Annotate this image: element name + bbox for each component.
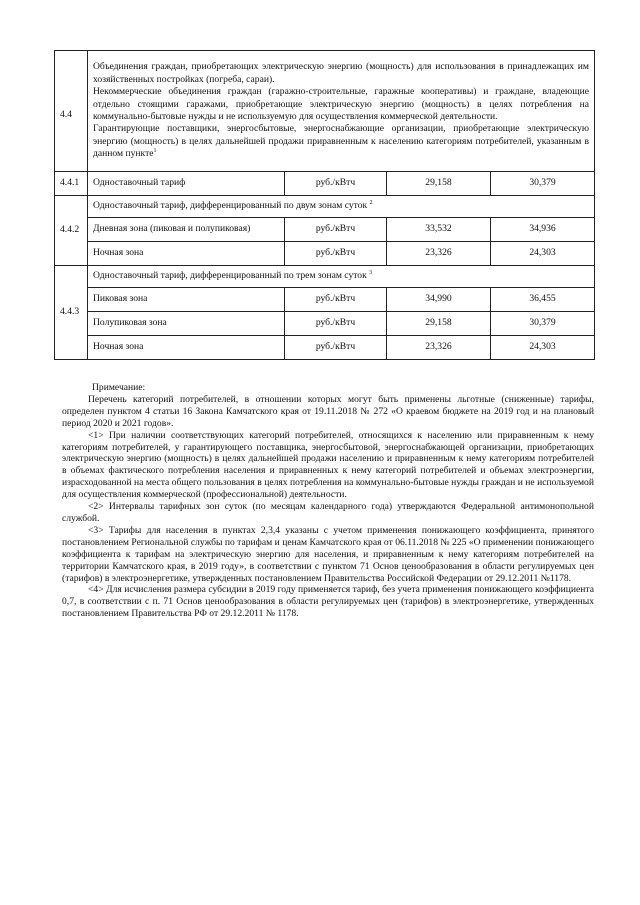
zone-label: Полупиковая зона <box>88 312 285 336</box>
notes-intro: Перечень категорий потребителей, в отношении которых могут быть применены льготные (сниженные) тарифы, определен пунктом 4 статьи 16 Закона Камчатского края от 19.11.2018 № 272 «О краевом бюджете на 2019 год и на плановый период 2020 и 2021 годов». <box>62 393 594 429</box>
notes-section <box>62 382 594 620</box>
section-paragraph: Объединения граждан, приобретающих электрическую энергию (мощность) для использования в принадлежащих им хозяйственных постройках (погреба, сараи). <box>93 61 590 85</box>
notes-title: Примечание: <box>92 382 146 393</box>
value-first-half: 33,532 <box>387 218 491 242</box>
tariff-label: Одноставочный тариф, дифференцированный по двум зонам суток $^2$ <box>88 196 595 218</box>
footnote-mark: 1 <box>153 148 157 155</box>
value-first-half: 29,158 <box>387 172 491 196</box>
table-row-4-4-3 <box>55 266 595 288</box>
value-second-half: 30,379 <box>491 172 595 196</box>
tariff-table <box>54 50 595 360</box>
footnote-mark: 3 <box>369 270 373 277</box>
table-row <box>55 288 595 312</box>
table-row-4-4-2 <box>55 196 595 218</box>
value-second-half: 30,379 <box>491 312 595 336</box>
value-first-half: 29,158 <box>387 312 491 336</box>
zone-label: Дневная зона (пиковая и полупиковая) <box>88 218 285 242</box>
zone-label: Пиковая зона <box>88 288 285 312</box>
value-first-half: 23,326 <box>387 242 491 266</box>
row-number: 4.4.3 <box>55 266 88 360</box>
unit-cell: руб./кВтч <box>285 288 387 312</box>
footnote-4: <4> Для исчисления размера субсидии в 2019 году применяется тариф, без учета применения понижающего коэффициента 0,7, в соответствии с п. 71 Основ ценообразования в области регулируемых цен (тарифов) в электроэнергетике, утвержденных постановлением Правительства РФ от 29.12.2011 № 1178. <box>62 584 594 620</box>
section-row-4-4 <box>55 51 595 172</box>
value-first-half: 23,326 <box>387 336 491 360</box>
section-paragraph: Некоммерческие объединения граждан (гаражно-строительные, гаражные кооперативы) и граждане, владеющие отдельно стоящими гаражами, приобретающие электрическую энергию (мощность) в целях потребления на коммунально-бытовые нужды и не используемую для осуществления коммерческой деятельности. <box>93 86 590 122</box>
value-second-half: 24,303 <box>491 242 595 266</box>
row-number: 4.4 <box>55 51 88 172</box>
section-description <box>88 51 595 172</box>
unit-cell: руб./кВтч <box>285 242 387 266</box>
unit-cell: руб./кВтч <box>285 172 387 196</box>
section-paragraph: Гарантирующие поставщики, энергосбытовые, энергоснабжающие организации, приобретающие электрическую энергию (мощность) в целях дальнейшей продажи приравненным к населению категориям потребителей, указанным в данном пункте$^1$ <box>93 123 590 160</box>
footnote-mark: 2 <box>369 200 373 207</box>
value-first-half: 34,990 <box>387 288 491 312</box>
tariff-label: Одноставочный тариф <box>88 172 285 196</box>
unit-cell: руб./кВтч <box>285 312 387 336</box>
footnote-2: <2> Интервалы тарифных зон суток (по месяцам календарного года) утверждаются Федеральной антимонопольной службой. <box>62 501 594 524</box>
value-second-half: 34,936 <box>491 218 595 242</box>
zone-label: Ночная зона <box>88 336 285 360</box>
footnote-1: <1> При наличии соответствующих категорий потребителей, относящихся к населению или приравненным к нему категориям потребителей, у гарантирующего поставщика, энергосбытовой, энергоснабжающей организации, приобретающих электрическую энергию (мощность) в целях дальнейшей продажи населению и приравненным к нему категориям потребителей в объемах фактического потребления населения и приравненных к нему категорий потребителей и объемах электроэнергии, израсходованной на места общего пользования в целях потребления на коммунально-бытовые нужды граждан и не используемой для осуществления коммерческой (профессиональной) деятельности. <box>62 429 594 501</box>
tariff-label: Одноставочный тариф, дифференцированный по трем зонам суток $^3$ <box>88 266 595 288</box>
table-row <box>55 242 595 266</box>
unit-cell: руб./кВтч <box>285 218 387 242</box>
row-number: 4.4.2 <box>55 196 88 266</box>
table-row <box>55 218 595 242</box>
table-row <box>55 312 595 336</box>
footnote-3: <3> Тарифы для населения в пунктах 2,3,4 указаны с учетом применения понижающего коэффициента, принятого постановлением Региональной службы по тарифам и ценам Камчатского края от 06.11.2018 № 225 «О применении понижающего коэффициента к тарифам на электрическую энергию для населения, и приравненным к нему категориям потребителей на территории Камчатского края, в 2019 году», в соответствии с пунктом 71 Основ ценообразования в области регулируемых цен (тарифов) в электроэнергетике, утвержденных постановлением Правительства Российской Федерации от 29.12.2011 №1178. <box>62 524 594 584</box>
row-number: 4.4.1 <box>55 172 88 196</box>
unit-cell: руб./кВтч <box>285 336 387 360</box>
zone-label: Ночная зона <box>88 242 285 266</box>
table-row <box>55 336 595 360</box>
value-second-half: 24,303 <box>491 336 595 360</box>
table-row-4-4-1 <box>55 172 595 196</box>
value-second-half: 36,455 <box>491 288 595 312</box>
